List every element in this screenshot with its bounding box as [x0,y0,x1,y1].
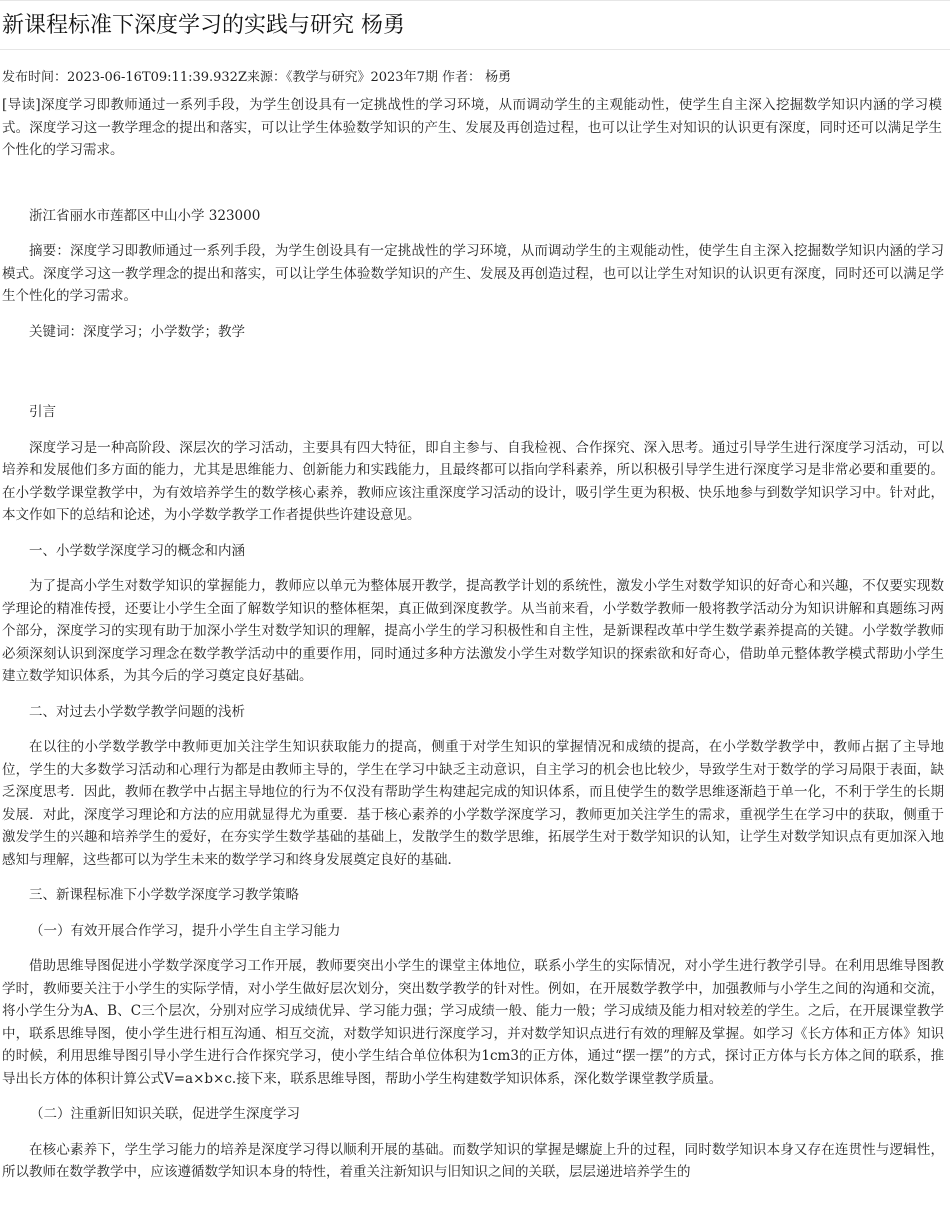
subsection-heading-1: （一）有效开展合作学习，提升小学生自主学习能力 [30,922,341,939]
section-heading-intro: 引言 [29,404,56,420]
article-meta: 发布时间：2023-06-16T09:11:39.932Z来源：《教学与研究》2023年7期 作者： 杨勇 [2,70,512,85]
abstract: 摘要：深度学习即教师通过一系列手段，为学生创设具有一定挑战性的学习环境，从而调动学生的主观能动性，使学生自主深入挖掘数学知识内涵的学习模式。深度学习这一教学理念的提出和落实，可以让学生体验数学知识的产生、发展及再创造过程，也可以让学生对知识的认识更有深度，同时还可以满足学生个性化的学习需求。 [2,243,944,304]
section-heading-1: 一、小学数学深度学习的概念和内涵 [29,542,245,559]
section-heading-3: 三、新课程标准下小学数学深度学习教学策略 [29,887,299,903]
article-lead: [导读]深度学习即教师通过一系列手段，为学生创设具有一定挑战性的学习环境，从而调动学生的主观能动性，使学生自主深入挖掘数学知识内涵的学习模式。深度学习这一教学理念的提出和落实，可以让学生体验数学知识的产生、发展及再创造过程，也可以让学生对知识的认识更有深度，同时还可以满足学生个性化的学习需求。 [2,97,942,158]
page-title: 新课程标准下深度学习的实践与研究 杨勇 [2,13,405,38]
title-bar [0,0,950,50]
article-body [0,205,944,1184]
paragraph-subsection-2: 在核心素养下，学生学习能力的培养是深度学习得以顺利开展的基础。而数学知识的掌握是螺旋上升的过程，同时数学知识本身又存在连贯性与逻辑性，所以教师在数学教学中，应该遵循数学知识本身的特性，着重关注新知识与旧知识之间的关联，层层递进培养学生的 [2,1141,944,1180]
subsection-heading-2: （二）注重新旧知识关联，促进学生深度学习 [30,1106,300,1122]
section-heading-2: 二、对过去小学数学教学问题的浅析 [29,703,245,720]
affiliation: 浙江省丽水市莲都区中山小学 323000 [29,208,261,224]
paragraph-section-2: 在以往的小学数学教学中教师更加关注学生知识获取能力的提高，侧重于对学生知识的掌握情况和成绩的提高，在小学数学教学中，教师占据了主导地位，学生的大多数学习活动和心理行为都是由教师主导的，学生在学习中缺乏主动意识，自主学习的机会也比较少，导致学生对于数学的学习局限于表面，缺乏深度思考．因此，教师在教学中占据主导地位的行为不仅没有帮助学生构建起完成的知识体系，而且使学生的数学思维逐渐趋于单一化，不利于学生的长期发展．对此，深度学习理论和方法的应用就显得尤为重要．基于核心素养的小学数学深度学习，教师更加关注学生的需求，重视学生在学习中的获取，侧重于激发学生的兴趣和培养学生的爱好，在夯实学生数学基础的基础上，发散学生的数学思维，拓展学生对于数学知识的认知，让学生对数学知识点有更加深入地感知与理解，这些都可以为学生未来的数学学习和终身发展奠定良好的基础． [2,739,944,868]
keywords: 关键词：深度学习；小学数学；教学 [29,323,245,340]
paragraph-section-1: 为了提高小学生对数学知识的掌握能力，教师应以单元为整体展开教学，提高教学计划的系统性，激发小学生对数学知识的好奇心和兴趣，不仅要实现数学理论的精准传授，还要让小学生全面了解数学知识的整体框架，真正做到深度教学。从当前来看，小学数学教师一般将教学活动分为知识讲解和真题练习两个部分，深度学习的实现有助于加深小学生对数学知识的理解，提高小学生的学习积极性和自主性，是新课程改革中学生数学素养提高的关键。小学数学教师必须深刻认识到深度学习理念在数学教学活动中的重要作用，同时通过多种方法激发小学生对数学知识的探索欲和好奇心，借助单元整体教学模式帮助小学生建立数学知识体系，为其今后的学习奠定良好基础。 [2,578,944,684]
paragraph-subsection-1: 借助思维导图促进小学数学深度学习工作开展，教师要突出小学生的课堂主体地位，联系小学生的实际情况，对小学生进行教学引导。在利用思维导图教学时，教师要关注于小学生的实际学情，对小学生做好层次划分，突出数学教学的针对性。例如，在开展数学教学中，加强教师与小学生之间的沟通和交流，将小学生分为A、B、C三个层次，分别对应学习成绩优异、学习能力强；学习成绩一般、能力一般；学习成绩及能力相对较差的学生。之后，在开展课堂教学中，联系思维导图，使小学生进行相互沟通、相互交流，对数学知识进行深度学习，并对数学知识点进行有效的理解及掌握。如学习《长方体和正方体》知识的时候，利用思维导图引导小学生进行合作探究学习，使小学生结合单位体积为1cm3的正方体，通过“摆一摆”的方式，探讨正方体与长方体之间的联系，推导出长方体的体积计算公式V=a×b×c.接下来，联系思维导图，帮助小学生构建数学知识体系，深化数学课堂教学质量。 [2,958,944,1087]
paragraph-intro: 深度学习是一种高阶段、深层次的学习活动，主要具有四大特征，即自主参与、自我检视、合作探究、深入思考。通过引导学生进行深度学习活动，可以培养和发展他们多方面的能力，尤其是思维能力、创新能力和实践能力，且最终都可以指向学科素养，所以积极引导学生进行深度学习是非常必要和重要的。在小学数学课堂教学中，为有效培养学生的数学核心素养，教师应该注重深度学习活动的设计，吸引学生更为积极、快乐地参与到数学知识学习中。针对此，本文作如下的总结和论述，为小学数学教学工作者提供些许建设意见。 [2,439,944,523]
